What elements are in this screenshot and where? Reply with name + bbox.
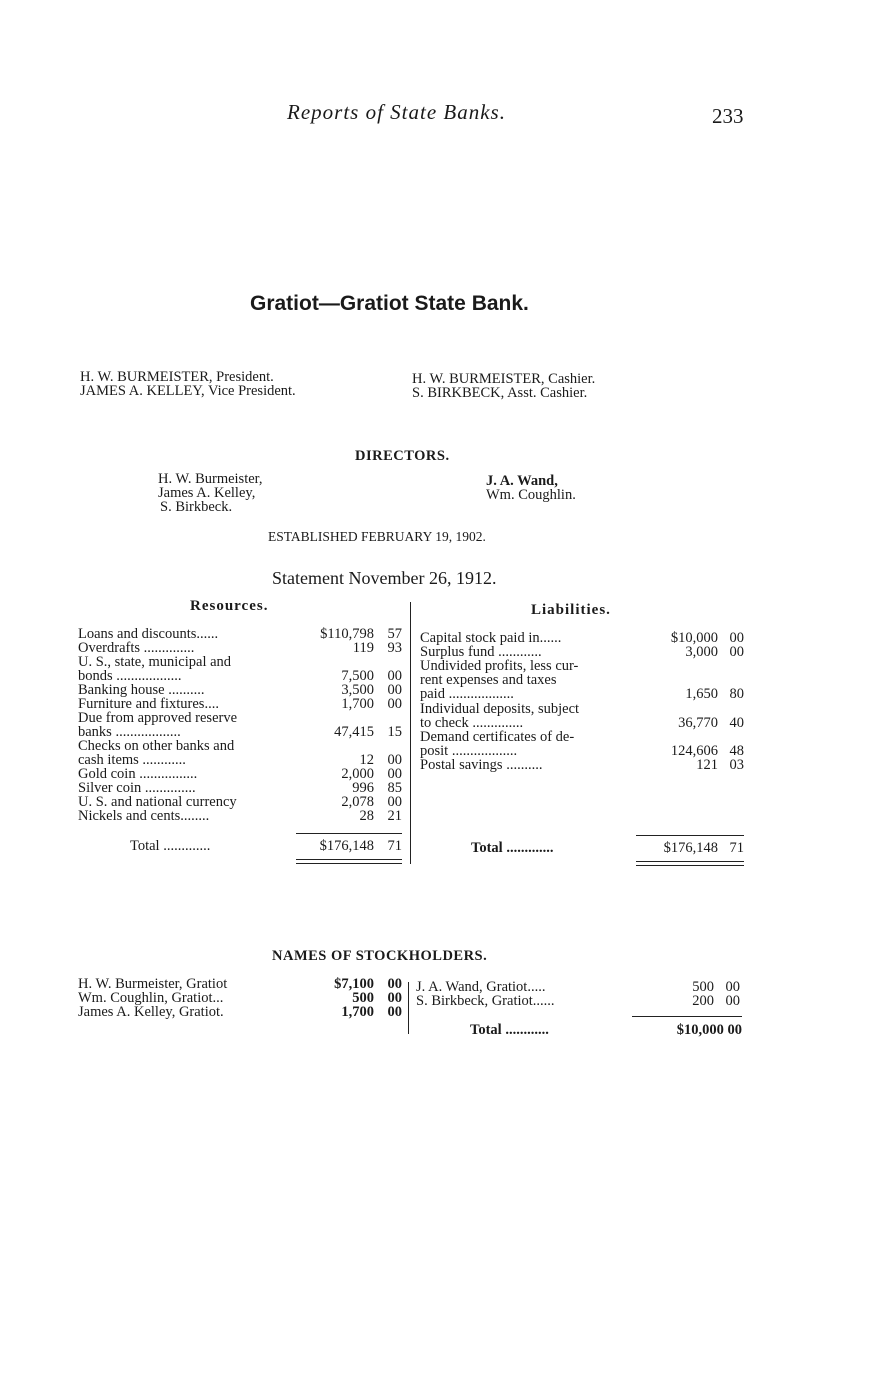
resources-row-cents: 57 [387, 626, 402, 642]
liabilities-row-cents: 03 [729, 756, 744, 773]
resources-row-label: Silver coin .............. [78, 780, 196, 796]
stockholder-dollars: 500 [692, 979, 714, 995]
stockholders-total-rule [632, 1016, 742, 1017]
stockholders-divider [408, 982, 409, 1034]
officer-vice-president: JAMES A. KELLEY, Vice President. [80, 383, 296, 399]
liabilities-row-cents: 00 [729, 644, 744, 661]
resources-row-label: cash items ............ [78, 752, 186, 768]
resources-row-dollars: 7,500 [341, 668, 374, 684]
liabilities-row-label: Individual deposits, subject [420, 700, 580, 717]
liabilities-row-label: paid .................. [420, 686, 514, 703]
resources-row-cents: 15 [387, 724, 402, 740]
liabilities-row-label: Surplus fund ............ [420, 644, 542, 661]
resources-total-label: Total ............. [130, 838, 211, 854]
resources-row-cents: 93 [387, 640, 402, 656]
officer-asst-cashier: S. BIRKBECK, Asst. Cashier. [412, 385, 588, 401]
stockholder-name: S. Birkbeck, Gratiot...... [416, 993, 555, 1009]
stockholder-dollars: 200 [692, 993, 714, 1009]
resources-row-cents: 85 [387, 780, 402, 796]
resources-row-label: Nickels and cents........ [78, 808, 210, 824]
liabilities-total-label: Total ............. [471, 840, 554, 856]
stockholder-cents: 00 [725, 979, 740, 995]
resources-heading: Resources. [190, 598, 269, 614]
resources-row-label: Checks on other banks and [78, 738, 235, 754]
resources-row-label: U. S. and national currency [78, 794, 237, 810]
liabilities-row-dollars: 36,770 [678, 714, 718, 731]
liabilities-row-label: Postal savings .......... [420, 756, 543, 773]
liabilities-heading: Liabilities. [531, 602, 611, 618]
page-number: 233 [712, 104, 744, 128]
liabilities-row-cents: 80 [729, 686, 744, 703]
officer-president: H. W. BURMEISTER, President. [80, 369, 274, 385]
stockholders-total-amount: $10,000 00 [676, 1022, 742, 1038]
resources-row-cents: 00 [387, 766, 402, 782]
resources-total-double-rule [296, 859, 402, 864]
director-name: H. W. Burmeister, [158, 471, 263, 487]
liabilities-row-label: to check .............. [420, 714, 524, 731]
stockholders-heading: NAMES OF STOCKHOLDERS. [272, 948, 488, 964]
stockholder-cents: 00 [387, 976, 402, 992]
director-name: J. A. Wand, [486, 473, 558, 489]
liabilities-total-double-rule [636, 861, 744, 866]
liabilities-row-dollars: 1,650 [685, 686, 718, 703]
liabilities-row-cents: 40 [729, 714, 744, 731]
resources-row-dollars: 12 [359, 752, 374, 768]
stockholder-name: J. A. Wand, Gratiot..... [416, 979, 546, 995]
liabilities-row-dollars: 3,000 [685, 644, 718, 661]
liabilities-row-label: Undivided profits, less cur- [420, 658, 579, 675]
resources-row-label: bonds .................. [78, 668, 182, 684]
column-divider [410, 602, 411, 864]
resources-row-dollars: 3,500 [341, 682, 374, 698]
resources-row-label: Furniture and fixtures.... [78, 696, 219, 712]
resources-total-cents: 71 [387, 838, 402, 854]
liabilities-row-dollars: $10,000 [670, 630, 718, 646]
resources-row-cents: 00 [387, 668, 402, 684]
liabilities-total-cents: 71 [729, 840, 744, 856]
resources-row-dollars: 119 [352, 640, 374, 656]
resources-row-cents: 21 [387, 808, 402, 824]
resources-row-cents: 00 [387, 682, 402, 698]
resources-total-rule [296, 833, 402, 834]
officer-cashier: H. W. BURMEISTER, Cashier. [412, 371, 596, 387]
resources-row-cents: 00 [387, 696, 402, 712]
director-name: Wm. Coughlin. [486, 487, 576, 503]
stockholder-cents: 00 [725, 993, 740, 1009]
stockholder-name: Wm. Coughlin, Gratiot... [78, 990, 224, 1006]
liabilities-row-label: posit .................. [420, 742, 518, 759]
liabilities-row-label: Demand certificates of de- [420, 728, 575, 745]
resources-row-label: banks .................. [78, 724, 181, 740]
resources-row-dollars: 28 [359, 808, 374, 824]
stockholder-dollars: 1,700 [341, 1004, 374, 1020]
resources-row-dollars: 2,078 [341, 794, 374, 810]
liabilities-total-dollars: $176,148 [663, 840, 718, 856]
resources-row-cents: 00 [387, 794, 402, 810]
director-name: James A. Kelley, [158, 485, 256, 501]
resources-row-dollars: $110,798 [320, 626, 374, 642]
resources-row-label: Gold coin ................ [78, 766, 198, 782]
stockholder-dollars: 500 [352, 990, 374, 1006]
statement-title: Statement November 26, 1912. [272, 568, 497, 588]
resources-row-cents: 00 [387, 752, 402, 768]
resources-row-dollars: 47,415 [334, 724, 374, 740]
liabilities-row-cents: 00 [729, 630, 744, 646]
stockholder-cents: 00 [387, 990, 402, 1006]
liabilities-row-label: Capital stock paid in...... [420, 630, 562, 646]
liabilities-row-dollars: 121 [696, 756, 718, 773]
stockholder-cents: 00 [387, 1004, 402, 1020]
resources-row-label: Due from approved reserve [78, 710, 238, 726]
resources-row-label: Loans and discounts...... [78, 626, 219, 642]
stockholders-total-label: Total ............ [470, 1022, 549, 1038]
stockholder-name: James A. Kelley, Gratiot. [78, 1004, 224, 1020]
resources-row-dollars: 1,700 [341, 696, 374, 712]
resources-row-label: U. S., state, municipal and [78, 654, 232, 670]
bank-title: Gratiot—Gratiot State Bank. [250, 292, 529, 315]
stockholder-name: H. W. Burmeister, Gratiot [78, 976, 228, 992]
resources-row-dollars: 996 [352, 780, 374, 796]
liabilities-total-rule [636, 835, 744, 836]
resources-row-label: Banking house .......... [78, 682, 205, 698]
running-title: Reports of State Banks. [287, 100, 506, 124]
directors-heading: DIRECTORS. [355, 448, 450, 464]
director-name: S. Birkbeck. [160, 499, 233, 515]
stockholder-dollars: $7,100 [334, 976, 374, 992]
liabilities-row-cents: 48 [729, 742, 744, 759]
resources-total-dollars: $176,148 [319, 838, 374, 854]
resources-row-label: Overdrafts .............. [78, 640, 195, 656]
liabilities-row-dollars: 124,606 [670, 742, 718, 759]
liabilities-row-label: rent expenses and taxes [420, 672, 557, 689]
established-date: ESTABLISHED FEBRUARY 19, 1902. [268, 529, 486, 544]
resources-row-dollars: 2,000 [341, 766, 374, 782]
